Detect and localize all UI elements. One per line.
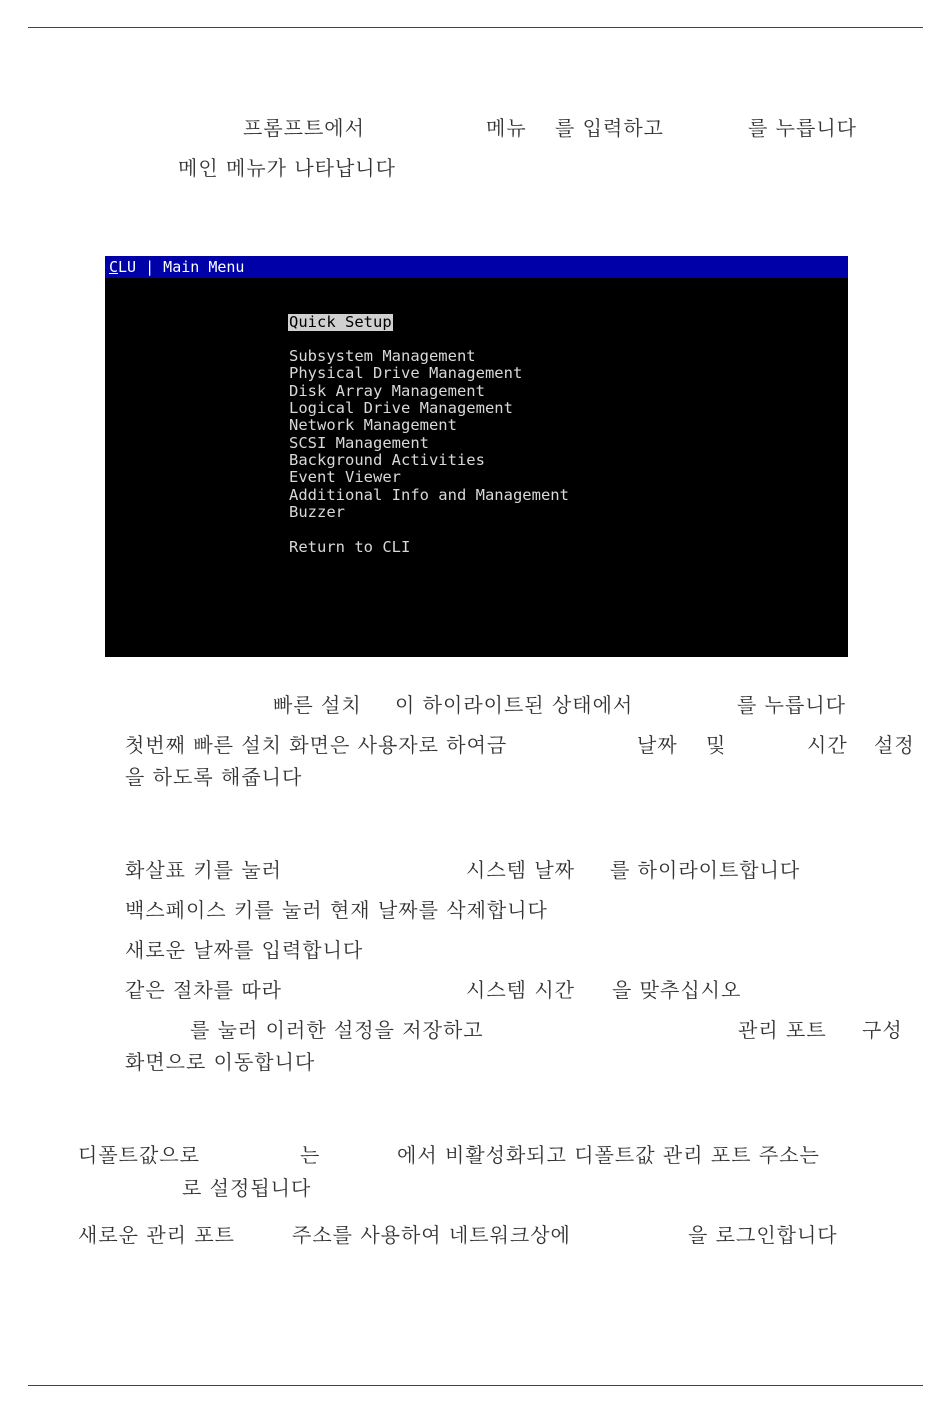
text-press: 를 누릅니다 [748, 116, 857, 140]
text-setting: 설정 [874, 733, 915, 757]
menu-item-network-management[interactable]: Network Management [289, 416, 457, 434]
text-is: 는 [300, 1143, 321, 1167]
text-main-menu-appears: 메인 메뉴가 나타납니다 [178, 156, 396, 180]
menu-item-physical-drive-management[interactable]: Physical Drive Management [289, 364, 523, 382]
menu-item-buzzer[interactable]: Buzzer [289, 503, 345, 521]
menu-item-background-activities[interactable]: Background Activities [289, 451, 485, 469]
text-login: 을 로그인합니다 [688, 1223, 838, 1247]
text-allows: 을 하도록 해줍니다 [125, 765, 303, 789]
text-date: 날짜 [637, 733, 678, 757]
text-prompt: 프롬프트에서 [243, 116, 365, 140]
text-quick-setup: 빠른 설치 [273, 693, 362, 717]
text-and: 및 [706, 733, 727, 757]
menu-item-logical-drive-management[interactable]: Logical Drive Management [289, 399, 513, 417]
clu-main-menu-screenshot [105, 256, 848, 657]
text-system-date: 시스템 날짜 [466, 858, 575, 882]
text-same-procedure: 같은 절차를 따라 [125, 978, 282, 1002]
text-save-settings: 를 눌러 이러한 설정을 저장하고 [190, 1018, 484, 1042]
text-set-to: 로 설정됩니다 [182, 1176, 312, 1200]
text-address: 주소를 사용하여 네트워크상에 [292, 1223, 571, 1247]
text-arrow-keys: 화살표 키를 눌러 [125, 858, 282, 882]
text-set-time: 을 맞추십시오 [612, 978, 742, 1002]
text-first-screen: 첫번째 빠른 설치 화면은 사용자로 하여금 [125, 733, 508, 757]
text-new-port: 새로운 관리 포트 [78, 1223, 235, 1247]
title-text: CLU | Main Menu [109, 258, 245, 276]
menu-item-disk-array-management[interactable]: Disk Array Management [289, 382, 485, 400]
text-menu: 메뉴 [486, 116, 527, 140]
text-config: 구성 [862, 1018, 903, 1042]
text-move-screen: 화면으로 이동합니다 [125, 1050, 316, 1074]
menu-item-event-viewer[interactable]: Event Viewer [289, 468, 401, 486]
menu-item-additional-info[interactable]: Additional Info and Management [289, 486, 569, 504]
text-backspace: 백스페이스 키를 눌러 현재 날짜를 삭제합니다 [125, 898, 548, 922]
text-system-time: 시스템 시간 [466, 978, 575, 1002]
text-default: 디폴트값으로 [78, 1143, 200, 1167]
text-disabled: 에서 비활성화되고 디폴트값 관리 포트 주소는 [397, 1143, 820, 1167]
text-press-key: 를 누릅니다 [737, 693, 846, 717]
menu-item-quick-setup[interactable]: Quick Setup [289, 313, 392, 331]
header-rule [28, 27, 923, 28]
text-new-date: 새로운 날짜를 입력합니다 [125, 938, 364, 962]
text-highlighted: 이 하이라이트된 상태에서 [395, 693, 634, 717]
footer-rule [28, 1385, 923, 1386]
menu-item-subsystem-management[interactable]: Subsystem Management [289, 347, 476, 365]
text-time: 시간 [807, 733, 848, 757]
menu-item-return-to-cli[interactable]: Return to CLI [289, 538, 411, 556]
menu-item-scsi-management[interactable]: SCSI Management [289, 434, 429, 452]
text-enter: 를 입력하고 [555, 116, 664, 140]
text-highlight: 를 하이라이트합니다 [610, 858, 801, 882]
text-management-port: 관리 포트 [738, 1018, 827, 1042]
